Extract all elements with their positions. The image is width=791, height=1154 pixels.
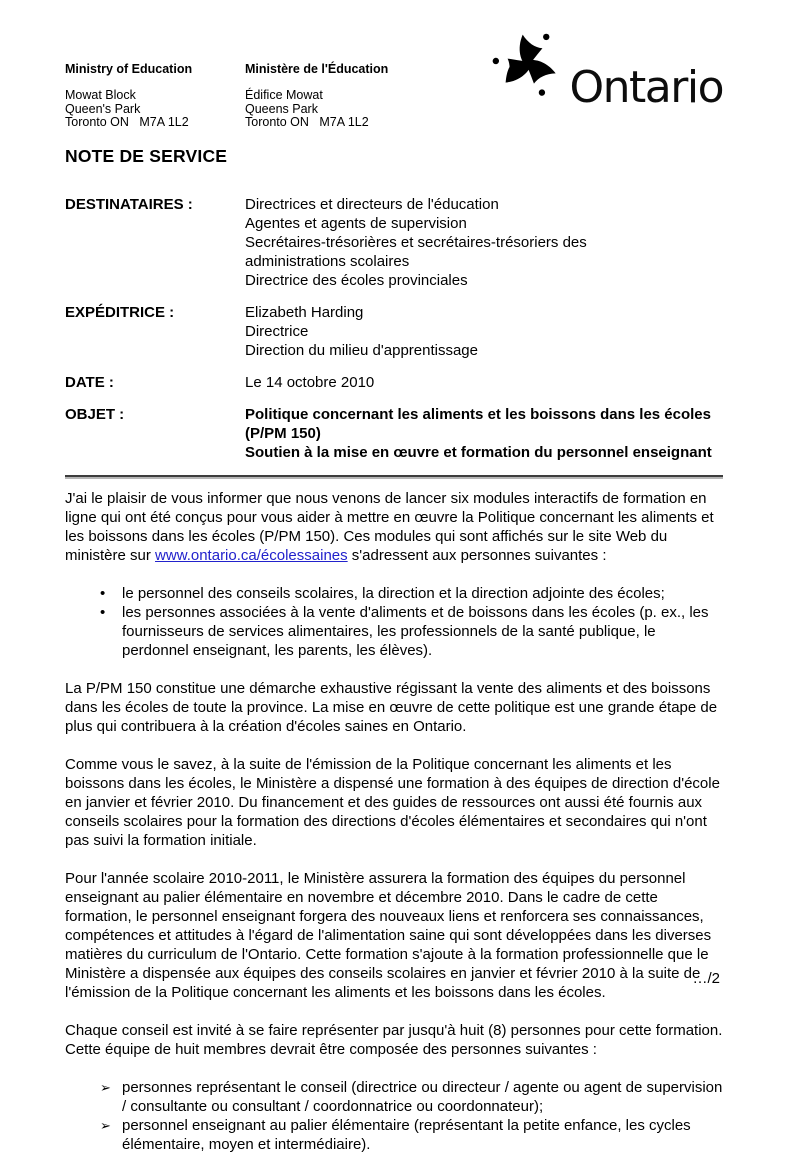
address-line: Édifice Mowat xyxy=(245,88,323,102)
arrow-bullet-icon: ➢ xyxy=(100,1117,111,1133)
address-line: Queens Park xyxy=(245,101,318,116)
letterhead-en xyxy=(65,62,245,130)
list-item xyxy=(65,603,723,660)
trillium-icon xyxy=(490,24,566,106)
memo-field-value-line: Directrice des écoles provinciales xyxy=(245,271,468,289)
body-paragraph xyxy=(65,869,723,1002)
list-item-text: personnel enseignant au palier élémentaire (représentant la petite enfance, les cycles élémentaire, moyen et intermédiaire). xyxy=(122,1116,691,1153)
memo-field-row xyxy=(65,195,723,290)
memo-field-value-line: Elizabeth Harding xyxy=(245,303,364,321)
list-item xyxy=(65,1078,723,1116)
body-paragraph xyxy=(65,489,723,565)
paragraph-text: Pour l'année scolaire 2010-2011, le Ministère assurera la formation des équipes du personnel enseignant au palier élémentaire en novembre et décembre 2010. Dans le cadre de cette formation, le personnel enseignant forgera des nouveaux liens et renforcera ses connaissances, compétences et attitudes à l'égard de l'alimentation saine qui sont développées dans les diverses matières du curriculum de l'Ontario. Cette formation s'ajoute à la formation professionnelle que le Ministère a dispensée aux équipes des conseils scolaires en janvier et février 2010 à la suite de l'émission de la Politique concernant les aliments et les boissons dans les écoles. xyxy=(65,869,712,1001)
letterhead xyxy=(65,0,723,130)
memo-field-value xyxy=(245,405,723,462)
paragraph-text: La P/PM 150 constitue une démarche exhaustive régissant la vente des aliments et des boissons dans les écoles de toute la province. La mise en œuvre de cette politique est une grande étape de plus qui contribuera à la création d'écoles saines en Ontario. xyxy=(65,679,718,735)
paragraph-text: Comme vous le savez, à la suite de l'émission de la Politique concernant les aliments et les boissons dans les écoles, le Ministère a dispensé une formation à des équipes de direction d'école en janvier et février 2010. Du financement et des guides de ressources ont aussi été fournis aux conseils scolaires pour la formation des directions d'écoles élémentaires et secondaires qui n'ont pas suivi la formation initiale. xyxy=(65,755,720,849)
memo-field-value-line: (P/PM 150) xyxy=(245,424,321,442)
memo-field-label: EXPÉDITRICE : xyxy=(65,303,175,321)
address-line: Mowat Block xyxy=(65,88,136,102)
body-paragraph xyxy=(65,1021,723,1059)
body-paragraph xyxy=(65,755,723,850)
memo-field-label: DATE : xyxy=(65,373,114,391)
disc-bullet-icon: • xyxy=(100,603,106,621)
list-item xyxy=(65,584,723,603)
doc-type-title: NOTE DE SERVICE xyxy=(65,145,228,166)
arrow-bullet-icon: ➢ xyxy=(100,1079,111,1095)
memo-field-value-line: administrations scolaires xyxy=(245,252,410,270)
ministry-address-en xyxy=(65,89,245,130)
list-item xyxy=(65,1116,723,1154)
memo-fields xyxy=(65,195,723,462)
memo-field-value xyxy=(245,373,723,392)
memo-field-row xyxy=(65,303,723,360)
memo-field-value-line: Direction du milieu d'apprentissage xyxy=(245,341,478,359)
memo-field-label: OBJET : xyxy=(65,405,125,423)
ontario-logo-wordmark: Ontario xyxy=(569,62,723,113)
memo-field-label: DESTINATAIRES : xyxy=(65,195,193,213)
memo-field-value-line: Soutien à la mise en œuvre et formation du personnel enseignant xyxy=(245,443,712,461)
list-item-text: personnes représentant le conseil (directrice ou directeur / agente ou agent de supervision / consultante ou consultant / coordonnatrice ou coordonnateur); xyxy=(122,1078,723,1115)
bullet-list xyxy=(65,584,723,660)
link-ecolessaines[interactable]: www.ontario.ca/écolessaines xyxy=(155,546,348,564)
page-indicator: …/2 xyxy=(692,970,720,987)
memo-field-value-line: Politique concernant les aliments et les boissons dans les écoles xyxy=(245,405,711,423)
address-line: Queen's Park xyxy=(65,101,141,116)
memo-field-value xyxy=(245,195,723,290)
body-paragraph xyxy=(65,679,723,736)
memo-field-value-line: Agentes et agents de supervision xyxy=(245,214,467,232)
divider-rule xyxy=(65,475,723,477)
memo-field-value xyxy=(245,303,723,360)
list-item-text: le personnel des conseils scolaires, la direction et la direction adjointe des écoles; xyxy=(122,584,665,602)
memo-field-row xyxy=(65,405,723,462)
ontario-logo xyxy=(490,24,723,113)
memo-field-value-line: Secrétaires-trésorières et secrétaires-trésoriers des xyxy=(245,233,587,251)
memo-field-value-line: Le 14 octobre 2010 xyxy=(245,373,375,391)
ministry-address-fr xyxy=(245,89,495,130)
memo-field-row xyxy=(65,373,723,392)
letterhead-fr xyxy=(245,62,495,130)
memo-body xyxy=(65,489,723,1154)
paragraph-text: s'adressent aux personnes suivantes : xyxy=(347,546,607,564)
ministry-title-fr: Ministère de l'Éducation xyxy=(245,62,389,76)
arrow-bullet-list xyxy=(65,1078,723,1154)
address-line: Toronto ON M7A 1L2 xyxy=(245,115,369,129)
memo-field-value-line: Directrices et directeurs de l'éducation xyxy=(245,195,499,213)
list-item-text: les personnes associées à la vente d'aliments et de boissons dans les écoles (p. ex., les fournisseurs de services alimentaires, les professionnels de la santé publique, le perdonnel enseignant, les parents, les élèves). xyxy=(122,603,709,659)
paragraph-text: J'ai le plaisir de vous informer que nous venons de lancer six modules interactifs de formation en ligne qui ont été conçus pour vous aider à mettre en œuvre la Politique concernant les aliments et les boissons dans les écoles (P/PM 150). Ces modules qui sont affichés sur le site Web du ministère sur xyxy=(65,489,714,564)
address-line: Toronto ON M7A 1L2 xyxy=(65,115,189,129)
ministry-title-en: Ministry of Education xyxy=(65,62,193,76)
paragraph-text: Chaque conseil est invité à se faire représenter par jusqu'à huit (8) personnes pour cette formation. Cette équipe de huit membres devrait être composée des personnes suivantes : xyxy=(65,1021,723,1058)
memo-field-value-line: Directrice xyxy=(245,322,309,340)
disc-bullet-icon: • xyxy=(100,584,106,602)
